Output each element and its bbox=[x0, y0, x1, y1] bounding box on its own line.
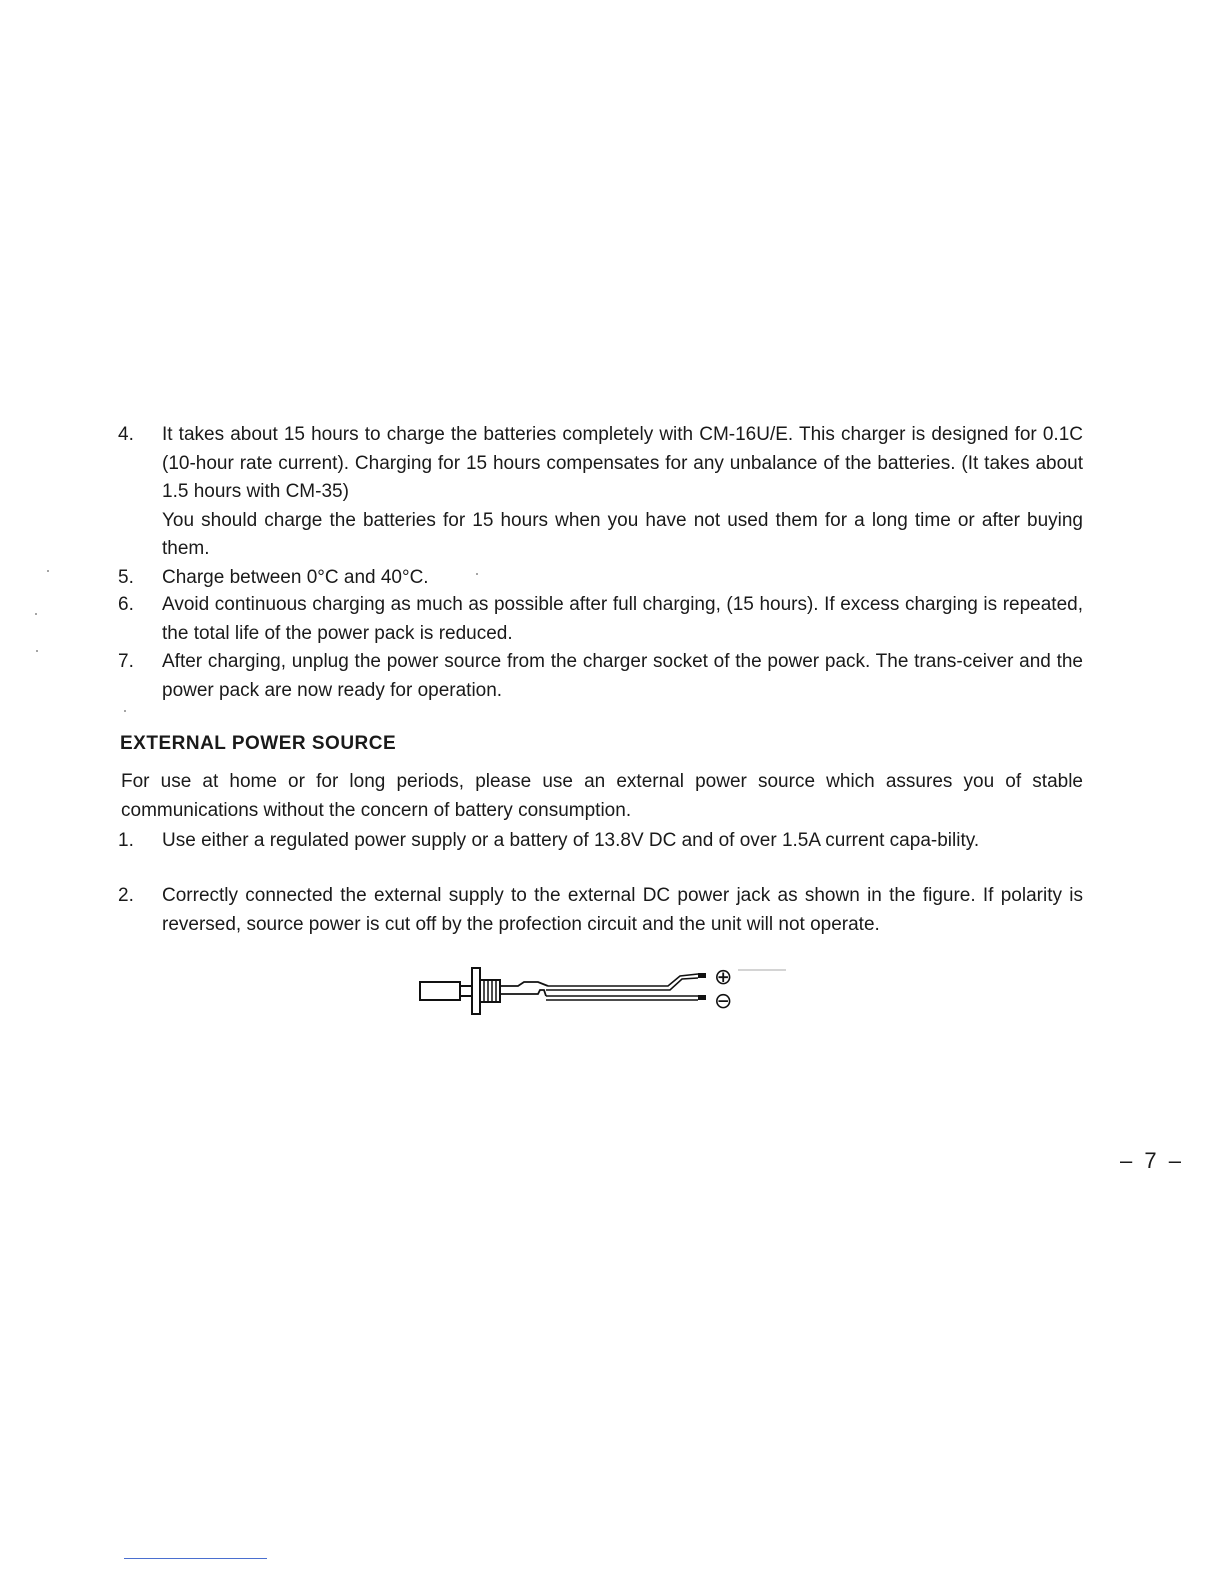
paragraph: After charging, unplug the power source from the charger socket of the power pack. The trans-ceiver and the power pack are now ready for operation. bbox=[162, 651, 1083, 701]
paragraph: You should charge the batteries for 15 hours when you have not used them for a long time or after buying them. bbox=[162, 509, 1083, 559]
list-body bbox=[162, 648, 1083, 705]
paragraph: It takes about 15 hours to charge the batteries completely with CM-16U/E. This charger is designed for 0.1C (10-hour rate current). Charging for 15 hours compensates for any unbalance of the batteries. (It takes about 1.5 hours with CM-35) bbox=[162, 424, 1083, 502]
positive-symbol: ⊕ bbox=[714, 965, 733, 990]
list-item-6 bbox=[118, 591, 1083, 648]
paragraph: Avoid continuous charging as much as possible after full charging, (15 hours). If excess charging is repeated, the total life of the power pack is reduced. bbox=[162, 594, 1083, 644]
plug-flange bbox=[472, 968, 480, 1014]
list-number: 1. bbox=[118, 830, 134, 851]
scan-speck bbox=[35, 613, 37, 615]
dc-plug-diagram bbox=[418, 964, 798, 1016]
list-item-7 bbox=[118, 648, 1083, 705]
list-number: 5. bbox=[118, 567, 134, 588]
dc-plug-figure bbox=[418, 964, 798, 1016]
negative-symbol: ⊖ bbox=[714, 989, 733, 1014]
paragraph: Charge between 0°C and 40°C. bbox=[162, 567, 429, 588]
plug-tip bbox=[420, 982, 460, 1000]
list-body bbox=[162, 421, 1083, 564]
list-number: 6. bbox=[118, 594, 134, 615]
section-list-item-2 bbox=[118, 882, 1083, 939]
plug-body bbox=[480, 980, 500, 1002]
section-heading: EXTERNAL POWER SOURCE bbox=[120, 733, 397, 754]
scan-speck bbox=[476, 573, 478, 575]
list-body bbox=[162, 591, 1083, 648]
list-body: Use either a regulated power supply or a battery of 13.8V DC and of over 1.5A current capa-bility. bbox=[162, 830, 980, 851]
section-list-item-1 bbox=[118, 827, 1083, 856]
scan-speck bbox=[124, 710, 126, 712]
list-item-4 bbox=[118, 421, 1083, 564]
bottom-rule bbox=[124, 1558, 267, 1559]
page-number: – 7 – bbox=[1120, 1148, 1184, 1173]
scan-speck bbox=[47, 570, 49, 572]
list-item-5 bbox=[118, 564, 1083, 593]
section-intro: For use at home or for long periods, please use an external power source which assures you of stable communications without the concern of battery consumption. bbox=[121, 771, 1083, 821]
list-body bbox=[162, 564, 1083, 593]
list-body: Correctly connected the external supply to the external DC power jack as shown in the figure. If polarity is reversed, source power is cut off by the profection circuit and the unit will not operate. bbox=[162, 885, 1083, 935]
scan-speck bbox=[36, 650, 38, 652]
list-number: 2. bbox=[118, 885, 134, 906]
list-number: 7. bbox=[118, 651, 134, 672]
list-number: 4. bbox=[118, 424, 134, 445]
